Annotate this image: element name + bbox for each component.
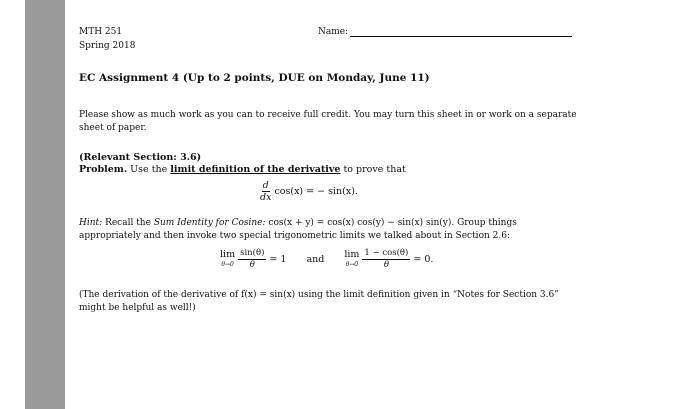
limit-2-rhs: = 0. — [413, 254, 434, 265]
name-label: Name: — [318, 27, 349, 37]
closing-note: (The derivation of the derivative of f(x) = sin(x) using the limit definition given in “Notes for Section 3.6” might be helpful as well!) — [79, 290, 559, 313]
fraction-2-num: 1 − cos(θ) — [364, 248, 409, 258]
relevant-section: (Relevant Section: 3.6) — [79, 152, 202, 163]
derivative-num: d — [262, 180, 269, 191]
term: Spring 2018 — [79, 41, 136, 51]
problem-underlined-phrase: limit definition of the derivative — [170, 164, 341, 175]
hint-text: cos(x + y) = cos(x) cos(y) − sin(x) sin(y). Group things appropriately and then invoke two special trigonometric limits we talked about in Section 2.6: — [79, 218, 517, 241]
limit-fraction-1 — [238, 248, 266, 271]
hint-label: Hint: — [79, 218, 103, 228]
problem-text-before: Use the — [130, 164, 168, 175]
limit-operator — [220, 250, 235, 270]
name-field[interactable] — [318, 27, 572, 37]
limit-fraction-2 — [362, 248, 410, 271]
limit-1-rhs: = 1 — [269, 254, 287, 265]
lim-word: lim — [220, 248, 236, 260]
limits-connector: and — [306, 254, 325, 265]
hint-recall: Recall the — [105, 218, 151, 228]
problem-label: Problem. — [79, 164, 128, 175]
hint-identity-name: Sum Identity for Cosine: — [153, 218, 266, 228]
hint-paragraph — [79, 217, 581, 242]
derivative-operator — [260, 180, 271, 203]
problem-statement — [79, 164, 406, 175]
lim-subscript: θ→0 — [345, 260, 359, 268]
limit-operator — [344, 250, 359, 270]
course-code: MTH 251 — [79, 27, 123, 37]
lim-word: lim — [344, 248, 360, 260]
fraction-1-den: θ — [249, 260, 255, 270]
problem-text-after: to prove that — [343, 164, 406, 175]
derivative-equation — [260, 180, 358, 203]
special-limits — [220, 248, 433, 271]
assignment-heading: EC Assignment 4 (Up to 2 points, DUE on Monday, June 11) — [79, 72, 430, 84]
lim-subscript: θ→0 — [221, 260, 234, 268]
fraction-1-num: sin(θ) — [240, 248, 265, 258]
derivative-expression: cos(x) = − sin(x). — [274, 186, 358, 197]
fraction-2-den: θ — [383, 260, 389, 270]
instructions: Please show as much work as you can to receive full credit. You may turn this sheet in or work on a separate sheet of paper. — [79, 110, 577, 133]
derivative-den: dx — [260, 192, 272, 203]
name-blank-line[interactable] — [350, 27, 572, 37]
